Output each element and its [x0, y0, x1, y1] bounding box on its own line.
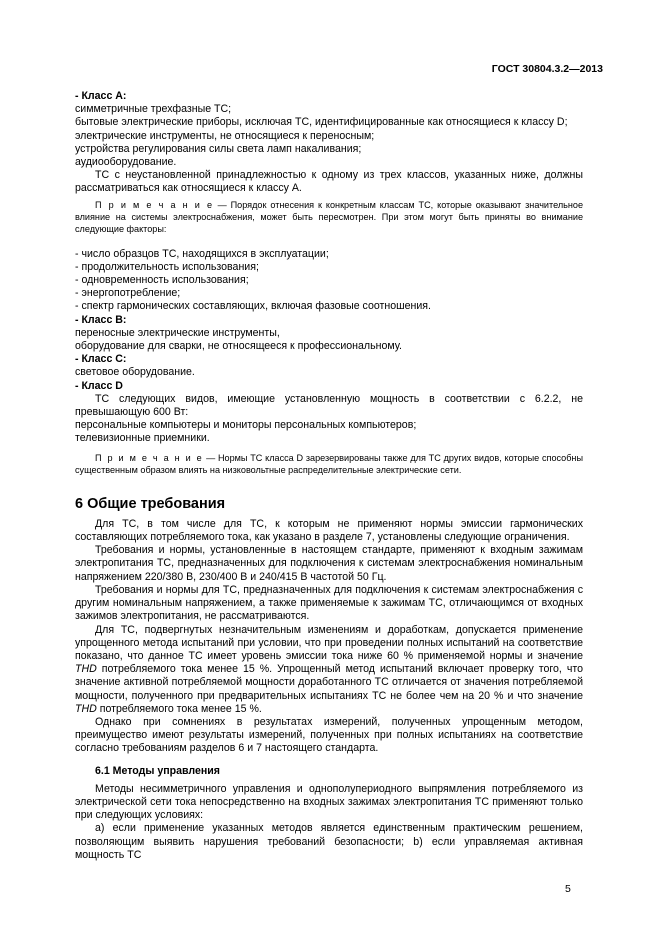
- section-6-paragraph: [75, 624, 583, 716]
- class-d-title: - Класс D: [75, 379, 123, 392]
- section-6-paragraph: Требования и нормы, установленные в настоящем стандарте, применяют к входным зажимам электропитания ТС, предназначенных для подключения к системам электроснабжения номинальным напряжением 220/380 В, 230/400 В и 240/415 В частотой 50 Гц.: [75, 544, 583, 583]
- section-6-paragraph: Однако при сомнениях в результатах измерений, полученных упрощенным методом, преимущество имеют результаты измерений, полученных при полных испытаниях на соответствие согласно требованиям разделов 6 и 7 настоящего стандарта.: [75, 715, 583, 755]
- class-a-item: электрические инструменты, не относящиеся к переносным;: [75, 129, 375, 142]
- note-label: П р и м е ч а н и е: [95, 452, 204, 463]
- document-number: ГОСТ 30804.3.2—2013: [491, 63, 603, 75]
- class-c-title: - Класс С:: [75, 353, 127, 366]
- factor-item: - продолжительность использования;: [75, 260, 259, 273]
- thd-term: THD: [75, 702, 97, 715]
- class-d-intro: ТС следующих видов, имеющие установленную мощность в соответствии с 6.2.2, не превышающую 600 Вт:: [75, 392, 583, 419]
- factor-item: - число образцов ТС, находящихся в эксплуатации;: [75, 247, 329, 260]
- section-6-paragraph: Требования и нормы для ТС, предназначенных для подключения к системам электроснабжения с другим номинальным напряжением, а также применяемые к зажимам ТС, отличающимся от входных зажимов электропитания, не рассматриваются.: [75, 583, 583, 623]
- class-a-item: устройства регулирования силы света ламп накаливания;: [75, 142, 362, 155]
- class-c-item: световое оборудование.: [75, 366, 195, 379]
- class-a-title: - Класс А:: [75, 90, 127, 102]
- class-a-item: аудиооборудование.: [75, 156, 177, 169]
- factor-item: - спектр гармонических составляющих, включая фазовые соотношения.: [75, 300, 431, 313]
- class-a-item: бытовые электрические приборы, исключая ТС, идентифицированные как относящиеся к классу D;: [75, 116, 568, 129]
- factor-item: - одновременность использования;: [75, 274, 249, 287]
- class-d-item: персональные компьютеры и мониторы персональных компьютеров;: [75, 419, 417, 432]
- section-6-1-paragraph: а) если применение указанных методов является единственным практическим решением, позволяющим выявить нарушения требований безопасности; b) если управляемая активная мощность ТС: [75, 822, 583, 861]
- page-body: [75, 90, 583, 862]
- factor-item: - энергопотребление;: [75, 287, 181, 300]
- unclassified-paragraph: ТС с неустановленной принадлежностью к одному из трех классов, указанных ниже, должны рассматриваться как относящиеся к классу А.: [75, 169, 583, 195]
- note-text: — Порядок отнесения к конкретным классам ТС, которые оказывают значительное влияние на системы электроснабжения, может быть пересмотрен. При этом могут быть приняты во внимание следующие факторы:: [75, 199, 584, 234]
- class-a-item: симметричные трехфазные ТС;: [75, 103, 232, 116]
- note-1: [75, 199, 583, 235]
- text-run: потребляемого тока менее 15 %.: [96, 702, 262, 715]
- class-d-item: телевизионные приемники.: [75, 432, 210, 445]
- note-label: П р и м е ч а н и е: [95, 199, 214, 210]
- class-b-item: переносные электрические инструменты,: [75, 326, 280, 339]
- section-6-paragraph: Для ТС, в том числе для ТС, к которым не применяют нормы эмиссии гармонических составляющих потребляемого тока, как указано в разделе 7, установлены следующие ограничения.: [75, 517, 583, 544]
- page-number: 5: [565, 883, 571, 895]
- text-run: потребляемого тока менее 15 %. Упрощенный метод испытаний включает проверку того, что значение активной потребляемой мощности доработанного ТС отличается от значения потребляемой мощности, полученного при предварительных испытаниях ТС не более чем на 20 % и что значение: [75, 663, 583, 702]
- section-6-heading: 6 Общие требования: [75, 495, 226, 512]
- class-b-item: оборудование для сварки, не относящееся к профессиональному.: [75, 340, 402, 353]
- section-6-1-paragraph: Методы несимметричного управления и однополупериодного выпрямления потребляемого из электрической сети тока непосредственно на входных зажимах электропитания ТС применяют только при следующих условиях:: [75, 782, 583, 822]
- class-b-title: - Класс В:: [75, 313, 127, 326]
- note-text: — Нормы ТС класса D зарезервированы также для ТС других видов, которые способны существенным образом влиять на низковольтные распределительные электрические сети.: [75, 452, 583, 475]
- section-6-1-heading: 6.1 Методы управления: [95, 764, 220, 777]
- thd-term: THD: [75, 663, 97, 676]
- text-run: Для ТС, подвергнутых незначительным изменениям и доработкам, допускается применение упрощенного метода испытаний при условии, что при проведении полных испытаний на соответствие показано, что данное ТС имеет уровень эмиссии тока ниже 60 % применяемой нормы и значение: [75, 623, 583, 662]
- note-2: [75, 452, 583, 476]
